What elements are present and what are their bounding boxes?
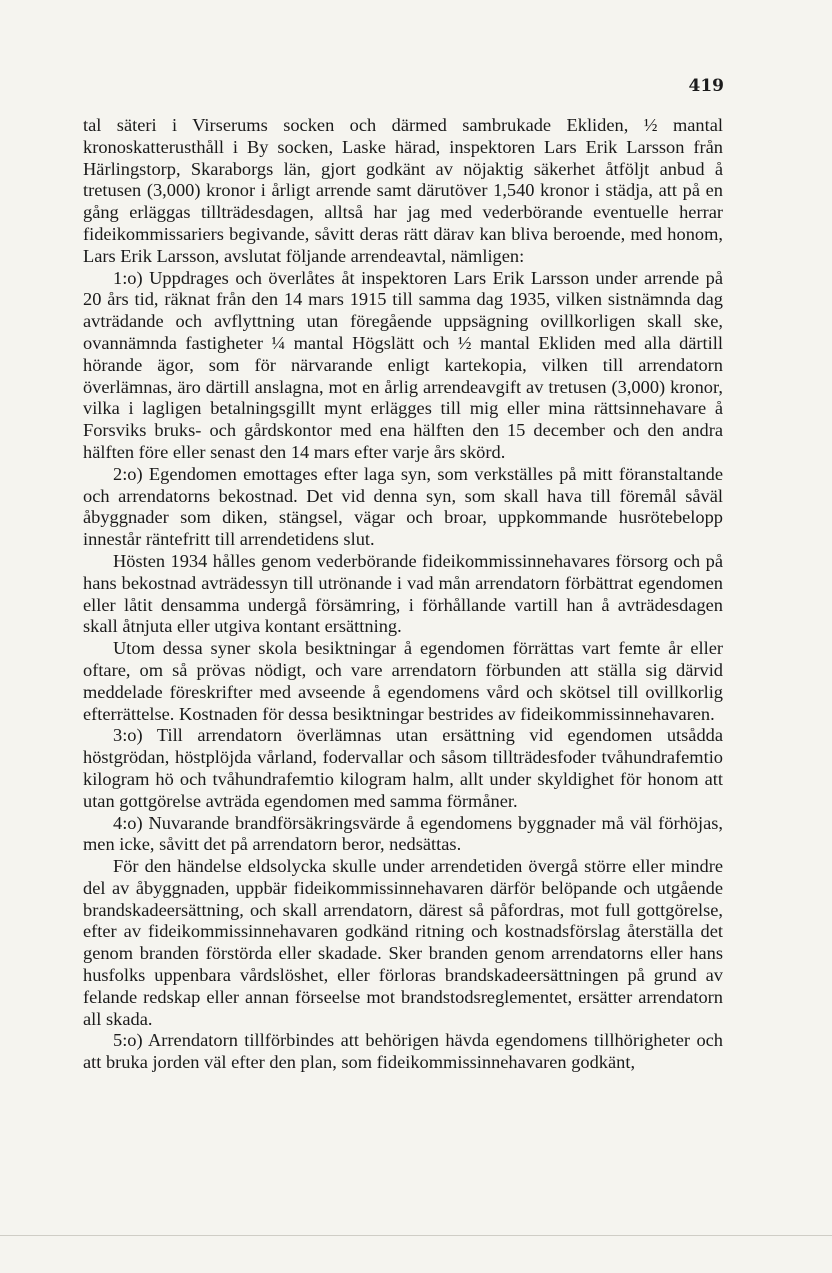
paragraph-fire-damage: För den händelse eldsolycka skulle under arrendetiden övergå större eller mindre del av åbyggnaden, uppbär fideikommissinnehavaren därför belöpande och utgående brandskadeersättning, och skall arrendatorn, därest så påfordras, mot full gottgörelse, efter av fideikommissinnehavaren godkänd ritning och kostnadsförslag återställa det genom branden förstörda eller skadade. Sker branden genom arrendatorns eller hans husfolks uppenbara vårdslöshet, eller förloras brandskadeersättningen på grund av felande redskap eller annan förseelse mot brandstodsreglementet, ersätter arrendatorn all skada.	[83, 856, 723, 1029]
paragraph-clause-4: 4:o) Nuvarande brandförsäkringsvärde å egendomens byggnader må väl förhöjas, men icke, såvitt det på arrendatorn beror, nedsättas.	[83, 812, 723, 855]
paragraph-clause-3: 3:o) Till arrendatorn överlämnas utan ersättning vid egendomen utsådda höstgrödan, höstplöjda vårland, fodervallar och såsom tillträdesfoder tvåhundrafemtio kilogram hö och tvåhundrafemtio kilogram halm, allt under skyldighet för honom att utan gottgörelse avträda egendomen med samma förmåner.	[83, 725, 723, 811]
page-bottom-edge	[0, 1235, 832, 1236]
paragraph-clause-1: 1:o) Uppdrages och överlåtes åt inspektoren Lars Erik Larsson under arrende på 20 års tid, räknat från den 14 mars 1915 till samma dag 1935, vilken sistnämnda dag avträdande och avflyttning utan föregående uppsägning ovillkorligen skall ske, ovannämnda fastigheter ¼ mantal Högslätt och ½ mantal Ekliden med alla därtill hörande ägor, som för närvarande enligt kartekopia, vilken till arrendatorn överlämnas, äro därtill anslagna, mot en årlig arrendeavgift av tretusen (3,000) kronor, vilka i lagligen betalningsgillt mynt erlägges till mig eller mina rättsinnehavare å Forsviks bruks- och gårdskontor med ena hälften den 15 december och den andra hälften före eller senast den 14 mars efter varje års skörd.	[83, 267, 723, 462]
paragraph-clause-5: 5:o) Arrendatorn tillförbindes att behörigen hävda egendomens tillhörigheter och att bruka jorden väl efter den plan, som fideikommissinnehavaren godkänt,	[83, 1030, 723, 1073]
paragraph-autumn-inspection: Hösten 1934 hålles genom vederbörande fideikommissinnehavares försorg och på hans bekostnad avträdessyn till utrönande i vad mån arrendatorn förbättrat egendomen eller låtit densamma undergå försämring, i förhållande vartill han å avträdesdagen skall åtnjuta eller utgiva kontant ersättning.	[83, 550, 723, 637]
body-text	[83, 115, 723, 1074]
paragraph-clause-2: 2:o) Egendomen emottages efter laga syn, som verkställes på mitt föranstaltande och arrendatorns bekostnad. Det vid denna syn, som skall hava till föremål såväl åbyggnader som diken, stängsel, vägar och broar, uppkommande husrötebelopp innestår räntefritt till arrendetidens slut.	[83, 463, 723, 550]
paragraph-intro: tal säteri i Virserums socken och därmed sambrukade Ekliden, ½ mantal kronoskatterusthåll i By socken, Laske härad, inspektoren Lars Erik Larsson från Härlingstorp, Skaraborgs län, gjort godkänt av nöjaktig säkerhet åtföljt anbud å tretusen (3,000) kronor i årligt arrende samt därutöver 1,540 kronor i städja, att på en gång erläggas tillträdesdagen, alltså har jag med vederbörande eventuelle herrar fideikommissariers begivande, såvitt deras rätt därav kan bliva beroende, med honom, Lars Erik Larsson, avslutat följande arrendeavtal, nämligen:	[83, 115, 723, 266]
page-number: 419	[688, 76, 724, 96]
paragraph-periodic-inspections: Utom dessa syner skola besiktningar å egendomen förrättas vart femte år eller oftare, om så prövas nödigt, och vare arrendatorn förbunden att ställa sig därvid meddelade föreskrifter med avseende å egendomens vård och skötsel till ovillkorlig efterrättelse. Kostnaden för dessa besiktningar bestrides av fideikommissinnehavaren.	[83, 638, 723, 724]
